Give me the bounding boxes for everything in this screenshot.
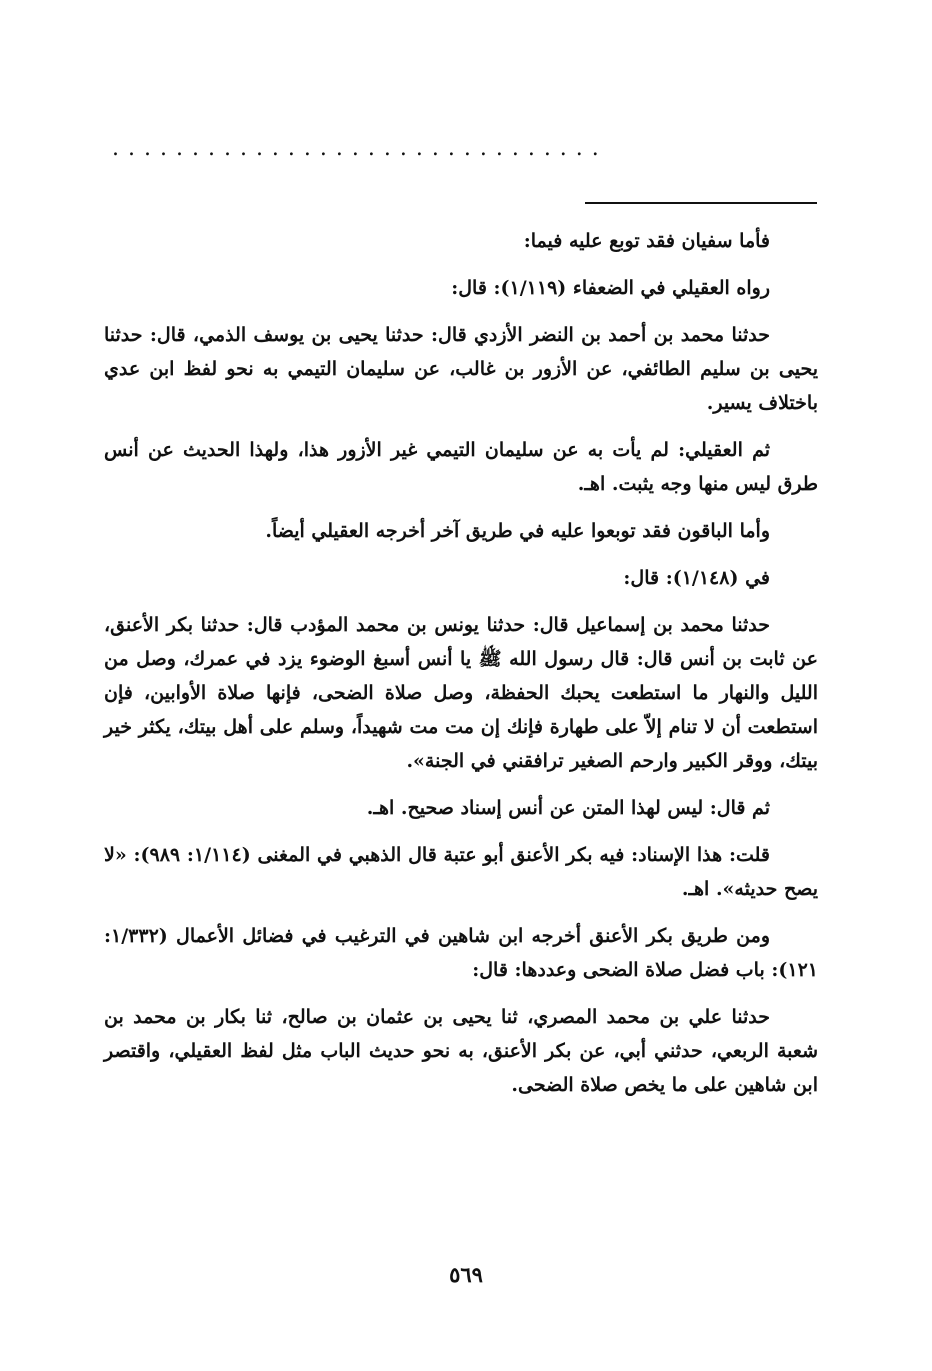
paragraph-7: حدثنا محمد بن إسماعيل قال: حدثنا يونس بن محمد المؤدب قال: حدثنا بكر الأعنق، عن ثابت بن أنس قال: قال رسول الله ﷺ يا أنس أسبغ الوضوء يزد في عمرك، وصل من الليل والنهار ما استطعت يحبك الحفظة، وصل صلاة الضحى، فإنها صلاة الأوابين، فإن استطعت أن لا تنام إلاّ على طهارة فإنك إن مت مت شهيداً، وسلم على أهل بيتك، يكثر خير بيتك، ووقر الكبير وارحم الصغير ترافقني في الجنة». <box>104 614 818 772</box>
page-number: ٥٦٩ <box>449 1262 483 1287</box>
paragraph-4: ثم العقيلي: لم يأت به عن سليمان التيمي غير الأزور هذا، ولهذا الحديث عن أنس طرق ليس منها وجه يثبت. اهـ. <box>104 439 818 495</box>
paragraph-5: وأما الباقون فقد توبعوا عليه في طريق آخر أخرجه العقيلي أيضاً. <box>265 520 770 542</box>
paragraph-6: في (١/١٤٨): قال: <box>623 567 770 589</box>
paragraph-3: حدثنا محمد بن أحمد بن النضر الأزدي قال: حدثنا يحيى بن يوسف الذمي، قال: حدثنا يحيى بن سليم الطائفي، عن الأزور بن غالب، عن سليمان التيمي به نحو لفظ ابن عدي باختلاف يسير. <box>104 324 818 414</box>
paragraph-8: ثم قال: ليس لهذا المتن عن أنس إسناد صحيح. اهـ. <box>366 797 770 819</box>
footnote-separator-dots: ............................... <box>112 142 608 156</box>
paragraph-1: فأما سفيان فقد توبع عليه فيما: <box>523 230 770 252</box>
paragraph-11: حدثنا علي بن محمد المصري، ثنا يحيى بن عثمان بن صالح، ثنا بكار بن محمد بن شعبة الربعي، حدثني أبي، عن بكر الأعنق، به نحو حديث الباب مثل لفظ العقيلي، واقتصر ابن شاهين على ما يخص صلاة الضحى. <box>104 1006 818 1096</box>
page-body <box>104 224 818 1115</box>
footnote-rule <box>585 202 817 204</box>
paragraph-9: قلت: هذا الإسناد: فيه بكر الأعنق أبو عتبة قال الذهبي في المغنى (١/١١٤: ٩٨٩): «لا يصح حديثه». اهـ. <box>104 844 818 900</box>
paragraph-2: رواه العقيلي في الضعفاء (١/١١٩): قال: <box>451 277 770 299</box>
paragraph-10: ومن طريق بكر الأعنق أخرجه ابن شاهين في الترغيب في فضائل الأعمال (١/٣٣٢: ١٢١): باب فضل صلاة الضحى وعددها: قال: <box>104 925 818 981</box>
